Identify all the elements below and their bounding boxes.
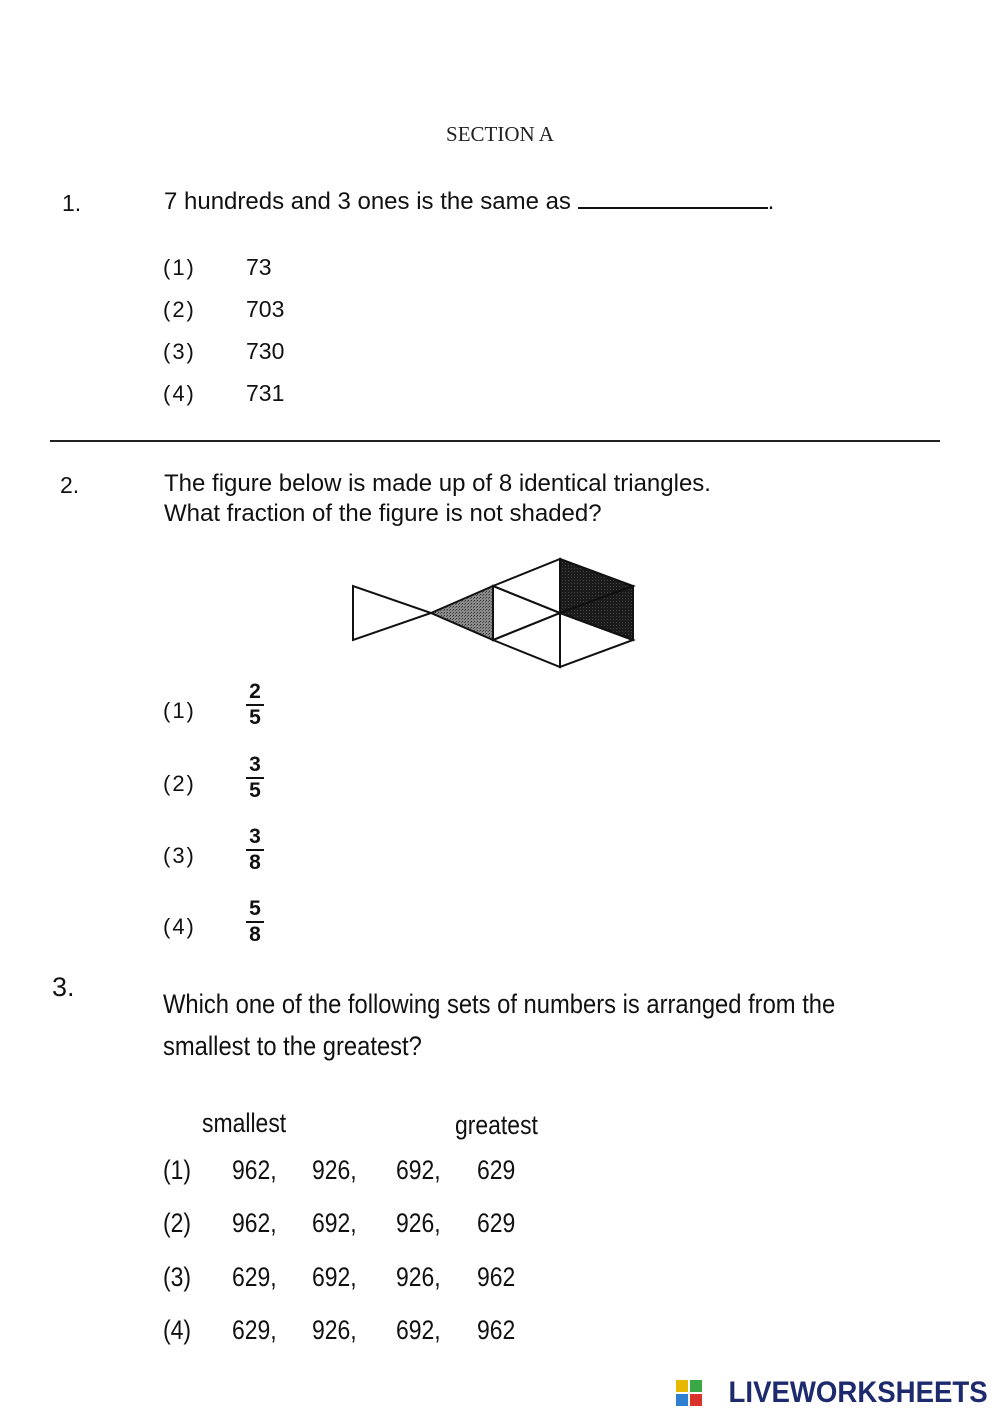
question-1-prompt: 7 hundreds and 3 ones is the same as xyxy=(164,188,571,215)
liveworksheets-logo-icon xyxy=(676,1380,702,1406)
denominator: 8 xyxy=(249,923,261,946)
q2-option-1-label[interactable]: (1) xyxy=(163,698,196,723)
q3-option-2-value-1: 962, xyxy=(232,1208,277,1238)
q2-option-2-label[interactable]: (2) xyxy=(163,771,196,796)
question-2-line-1: The figure below is made up of 8 identical triangles. xyxy=(164,470,711,497)
q3-option-1-value-2: 926, xyxy=(312,1155,357,1185)
q1-option-3-label[interactable]: (3) xyxy=(163,339,196,364)
triangle-figure xyxy=(345,552,640,672)
triangle-bottom-middle xyxy=(493,613,560,667)
q3-option-3-value-4: 962 xyxy=(477,1262,516,1292)
q2-option-4-fraction xyxy=(244,899,266,945)
q3-option-2-value-4: 629 xyxy=(477,1208,516,1238)
q2-option-4-label[interactable]: (4) xyxy=(163,914,196,939)
denominator: 8 xyxy=(249,851,261,874)
q2-option-1-fraction xyxy=(244,682,266,728)
q3-option-2-label[interactable]: (2) xyxy=(163,1208,192,1238)
question-3-number: 3. xyxy=(52,972,75,1002)
q3-option-4-value-2: 926, xyxy=(312,1315,357,1345)
answer-blank[interactable] xyxy=(578,189,768,209)
q2-option-3-fraction xyxy=(244,827,266,873)
q3-option-1-value-4: 629 xyxy=(477,1155,516,1185)
q3-option-2-value-3: 926, xyxy=(396,1208,441,1238)
q2-option-3-label[interactable]: (3) xyxy=(163,843,196,868)
numerator: 2 xyxy=(249,680,261,703)
q3-option-3-value-2: 692, xyxy=(312,1262,357,1292)
numerator: 3 xyxy=(249,825,261,848)
denominator: 5 xyxy=(249,779,261,802)
q1-option-2-label[interactable]: (2) xyxy=(163,297,196,322)
label-greatest: greatest xyxy=(455,1110,538,1140)
q3-option-1-value-3: 692, xyxy=(396,1155,441,1185)
q3-option-1-value-1: 962, xyxy=(232,1155,277,1185)
question-3-line-2: smallest to the greatest? xyxy=(163,1031,422,1061)
triangle-top-middle xyxy=(493,559,560,613)
q3-option-4-value-1: 629, xyxy=(232,1315,277,1345)
q3-option-4-value-3: 692, xyxy=(396,1315,441,1345)
numerator: 5 xyxy=(249,897,261,920)
q3-option-3-value-3: 926, xyxy=(396,1262,441,1292)
liveworksheets-wordmark: LIVEWORKSHEETS xyxy=(728,1376,988,1409)
divider xyxy=(50,440,940,442)
q1-option-2-value: 703 xyxy=(246,296,285,322)
label-smallest: smallest xyxy=(202,1108,287,1138)
section-title: SECTION A xyxy=(446,122,554,146)
question-2-number: 2. xyxy=(60,472,80,498)
question-1-number: 1. xyxy=(62,190,82,216)
q3-option-3-label[interactable]: (3) xyxy=(163,1262,192,1292)
q1-option-4-label[interactable]: (4) xyxy=(163,381,196,406)
q3-option-4-value-4: 962 xyxy=(477,1315,516,1345)
q2-option-2-fraction xyxy=(244,755,266,801)
q1-option-3-value: 730 xyxy=(246,338,285,364)
question-2-line-2: What fraction of the figure is not shaded? xyxy=(164,500,602,527)
denominator: 5 xyxy=(249,706,261,729)
q1-option-4-value: 731 xyxy=(246,380,285,406)
liveworksheets-brand[interactable] xyxy=(676,1376,988,1410)
triangle-center xyxy=(493,586,560,640)
numerator: 3 xyxy=(249,753,261,776)
q3-option-1-label[interactable]: (1) xyxy=(163,1155,192,1185)
tail-triangle xyxy=(353,586,431,640)
question-1-suffix: . xyxy=(767,188,775,215)
q1-option-1-label[interactable]: (1) xyxy=(163,255,196,280)
q3-option-2-value-2: 692, xyxy=(312,1208,357,1238)
q1-option-1-value: 73 xyxy=(246,254,272,280)
shaded-triangle-small xyxy=(431,586,493,640)
q3-option-4-label[interactable]: (4) xyxy=(163,1315,192,1345)
question-3-line-1: Which one of the following sets of numbers is arranged from the xyxy=(163,989,836,1019)
q3-option-3-value-1: 629, xyxy=(232,1262,277,1292)
question-1-text xyxy=(164,186,774,217)
